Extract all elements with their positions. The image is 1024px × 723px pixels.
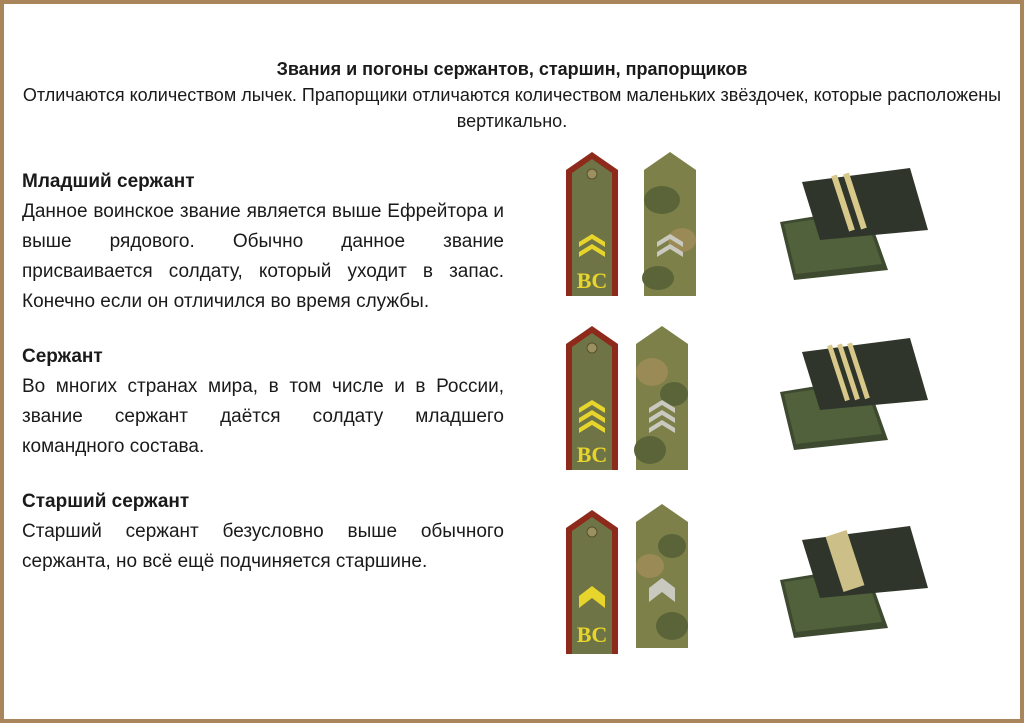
rank-descriptions	[22, 168, 504, 603]
rank-title: Сержант	[22, 346, 103, 367]
slide-on-epaulette-senior-sergeant	[770, 518, 930, 638]
insignia-letters: ВС	[576, 268, 608, 293]
field-shoulder-board-junior-sergeant	[640, 150, 700, 298]
dress-shoulder-board-sergeant	[562, 324, 622, 472]
rank-section-junior-sergeant	[22, 168, 504, 317]
page-subtitle: Отличаются количеством лычек. Прапорщики отличаются количеством маленьких звёздочек, которые расположены вертикально.	[22, 85, 1002, 131]
rank-section-sergeant	[22, 343, 504, 462]
rank-description: Данное воинское звание является выше Ефрейтора и выше рядового. Обычно данное звание присваивается солдату, который уходит в запас. Конечно если он отличился во время службы.	[22, 201, 504, 312]
slide-on-epaulette-sergeant	[770, 330, 930, 450]
insignia-letters: ВС	[576, 622, 608, 647]
header	[20, 56, 1004, 134]
page-title: Звания и погоны сержантов, старшин, прапорщиков	[276, 59, 748, 79]
dress-shoulder-board-junior-sergeant	[562, 150, 622, 298]
field-shoulder-board-senior-sergeant	[632, 502, 692, 650]
insignia-letters: ВС	[576, 442, 608, 467]
dress-shoulder-board-senior-sergeant	[562, 508, 622, 656]
slide-on-epaulette-junior-sergeant	[770, 160, 930, 280]
rank-title: Младший сержант	[22, 171, 195, 192]
field-shoulder-board-sergeant	[632, 324, 692, 472]
rank-description: Старший сержант безусловно выше обычного сержанта, но всё ещё подчиняется старшине.	[22, 521, 504, 572]
rank-title: Старший сержант	[22, 491, 190, 512]
rank-description: Во многих странах мира, в том числе и в России, звание сержант даётся солдату младшего командного состава.	[22, 376, 504, 457]
rank-section-senior-sergeant	[22, 488, 504, 577]
